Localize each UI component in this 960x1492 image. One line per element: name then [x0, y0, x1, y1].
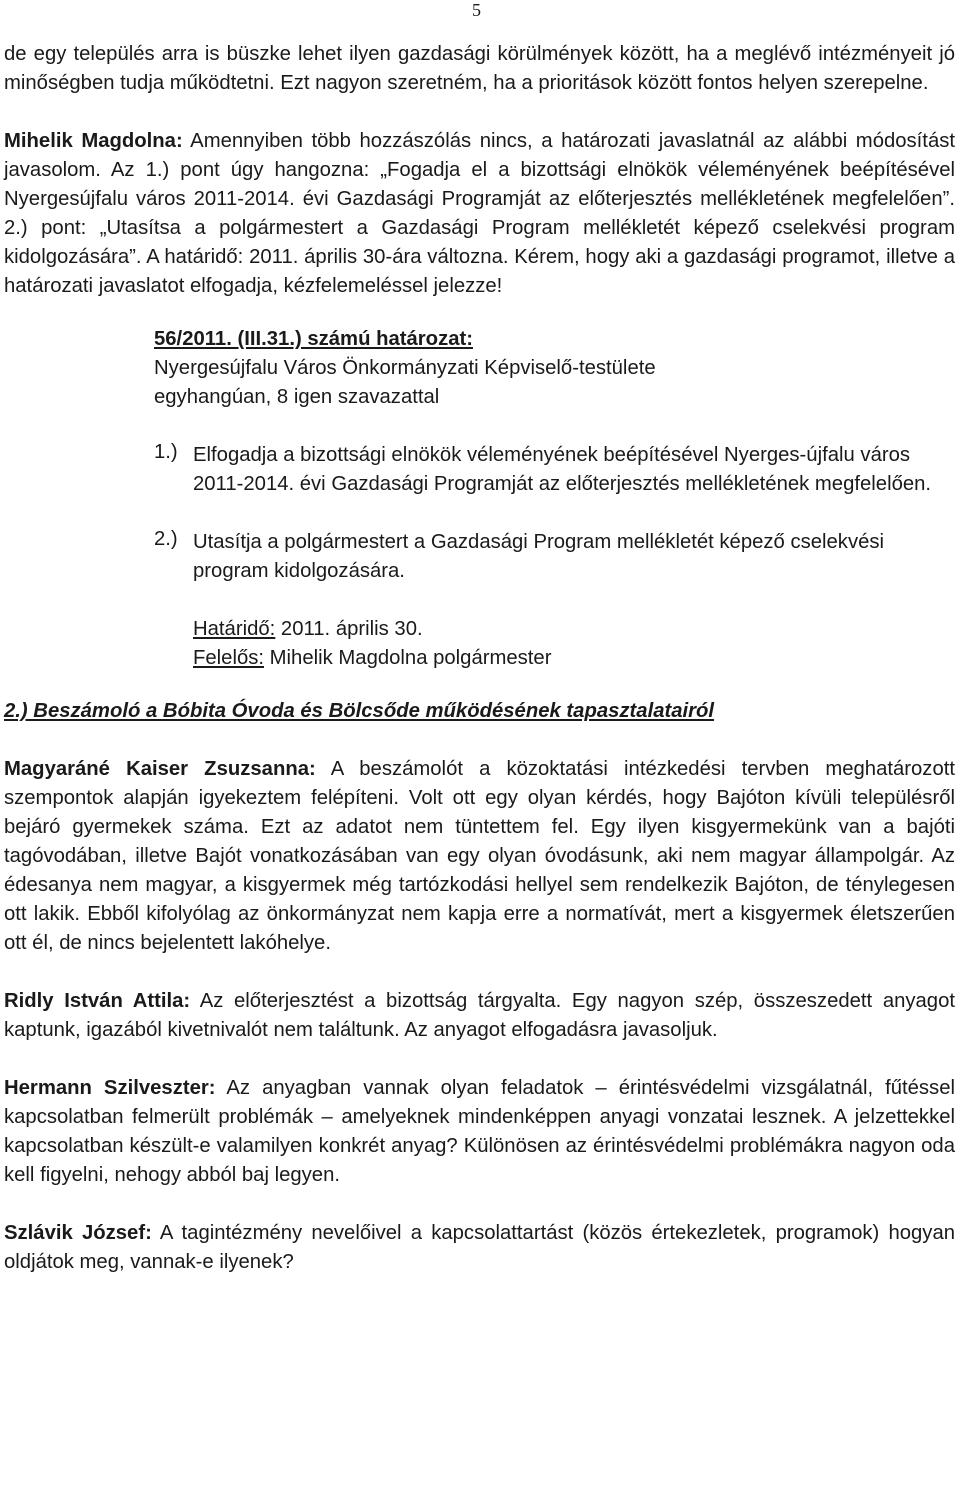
- speech-magyarane: [4, 755, 955, 958]
- speech-hermann: [4, 1074, 955, 1190]
- speaker-name: Szlávik József:: [4, 1222, 152, 1244]
- speech-text: Amennyiben több hozzászólás nincs, a határozati javaslatnál az alábbi módosítást javasolom. Az 1.) pont úgy hangozna: „Fogadja el a bizottsági elnökök véleményének beépítésével Nyergesújfalu város 2011-2014. évi Gazdasági Programját az előterjesztés mellékletének megfelelően”. 2.) pont: „Utasítsa a polgármestert a Gazdasági Program mellékletét képező cselekvési program kidolgozására”. A határidő: 2011. április 30-ára változna. Kérem, hogy aki a gazdasági programot, illetve a határozati javaslatot elfogadja, kézfelemeléssel jelezze!: [4, 130, 955, 297]
- resolution-title: 56/2011. (III.31.) számú határozat:: [154, 328, 474, 350]
- speaker-name: Magyaráné Kaiser Zsuzsanna:: [4, 758, 316, 780]
- speech-text: Az előterjesztést a bizottság tárgyalta. Egy nagyon szép, összeszedett anyagot kaptunk, igazából kivetnivalót nem találtunk. Az anyagot elfogadásra javasoljuk.: [4, 990, 955, 1041]
- speech-ridly: [4, 987, 955, 1045]
- item-text: Utasítja a polgármestert a Gazdasági Program mellékletét képező cselekvési program kidolgozására.: [193, 531, 885, 582]
- speech-text: A beszámolót a közoktatási intézkedési tervben meghatározott szempontok alapján igyekeztem felépíteni. Volt ott egy olyan kérdés, hogy Bajóton kívüli településről bejáró gyermekek száma. Ezt az adatot nem tüntettem fel. Egy ilyen kisgyermekünk van a bajóti tagóvodában, illetve Bajót vonatkozásában van egy olyan óvodásunk, aki nem magyar állampolgár. Az édesanya nem magyar, a kisgyermek még tartózkodási hellyel sem rendelkezik Bajóton, de ténylegesen ott lakik. Ebből kifolyólag az önkormányzat nem kapja erre a normatívát, mert a kisgyermek életszerűen ott él, de nincs bejelentett lakóhelye.: [4, 758, 956, 954]
- resolution-item-2: [154, 528, 955, 586]
- speech-szlavik: [4, 1219, 955, 1277]
- resolution-body-line1: Nyergesújfalu Város Önkormányzati Képviselő-testülete: [154, 357, 656, 379]
- speech-text: A tagintézmény nevelőivel a kapcsolattartást (közös értekezletek, programok) hogyan oldjátok meg, vannak-e ilyenek?: [4, 1222, 956, 1273]
- deadline-value: 2011. április 30.: [275, 618, 423, 640]
- resolution-item-1: [154, 441, 955, 499]
- resolution-body-line2: egyhangúan, 8 igen szavazattal: [154, 386, 440, 408]
- item-text: Elfogadja a bizottsági elnökök véleményének beépítésével Nyerges-újfalu város 2011-2014. évi Gazdasági Programját az előterjesztés mellékletének megfelelően.: [193, 444, 932, 495]
- responsible-value: Mihelik Magdolna polgármester: [264, 647, 552, 669]
- document-body: [4, 40, 955, 1277]
- speaker-name: Mihelik Magdolna:: [4, 130, 183, 152]
- item-number: 1.): [154, 441, 178, 463]
- paragraph: [4, 40, 955, 98]
- deadline: [154, 615, 955, 644]
- speaker-name: Ridly István Attila:: [4, 990, 191, 1012]
- section-heading: 2.) Beszámoló a Bóbita Óvoda és Bölcsőde működésének tapasztalatairól: [4, 700, 715, 722]
- responsible-label: Felelős:: [193, 647, 265, 669]
- speaker-name: Hermann Szilveszter:: [4, 1077, 216, 1099]
- paragraph-text: de egy település arra is büszke lehet ilyen gazdasági körülmények között, ha a meglévő intézményeit jó minőségben tudja működtetni. Ezt nagyon szeretném, ha a prioritások között fontos helyen szerepelne.: [4, 43, 955, 94]
- resolution-block: [4, 325, 955, 673]
- deadline-label: Határidő:: [193, 618, 276, 640]
- item-number: 2.): [154, 528, 178, 550]
- speech-text: Az anyagban vannak olyan feladatok – érintésvédelmi vizsgálatnál, fűtéssel kapcsolatban felmerült problémák – amelyeknek mindenképpen anyagi vonzatai lesznek. A jelzettekkel kapcsolatban készült-e valamilyen konkrét anyag? Különösen az érintésvédelmi problémákra nagyon oda kell figyelni, nehogy abból baj legyen.: [4, 1077, 955, 1186]
- responsible: [154, 644, 955, 673]
- page-number: 5: [472, 0, 481, 20]
- speech-mihelik: [4, 127, 955, 301]
